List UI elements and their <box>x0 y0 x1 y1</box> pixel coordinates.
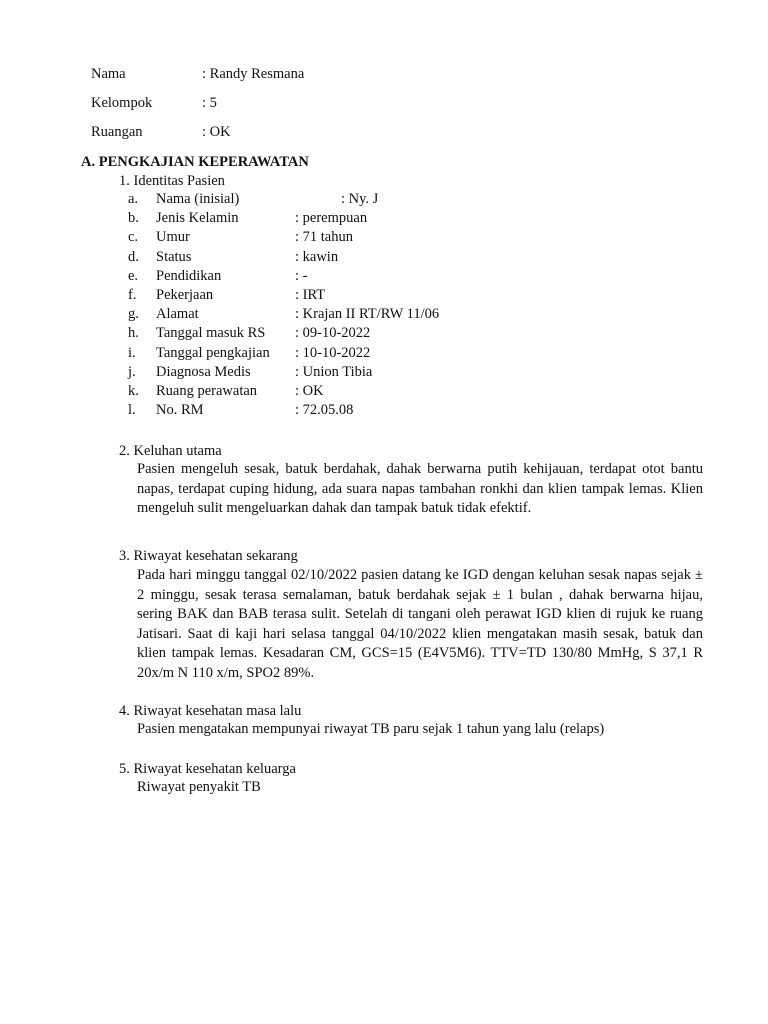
list-item <box>128 190 488 209</box>
field-label: Ruang perawatan <box>156 382 258 399</box>
field-label: Status <box>156 248 192 265</box>
field-value: : Union Tibia <box>295 363 373 380</box>
section-title: A. PENGKAJIAN KEPERAWATAN <box>81 154 309 170</box>
field-label: Pekerjaan <box>156 286 214 303</box>
list-marker: k. <box>128 382 139 399</box>
list-item <box>128 209 488 228</box>
field-label: Diagnosa Medis <box>156 363 251 380</box>
field-value: : - <box>295 267 308 284</box>
list-marker: b. <box>128 210 139 227</box>
list-item <box>128 267 488 286</box>
identitas-heading: 1. Identitas Pasien <box>119 173 225 189</box>
list-marker: i. <box>128 344 136 361</box>
field-label: Alamat <box>156 306 199 323</box>
header-nama-label: Nama <box>91 66 126 82</box>
list-marker: j. <box>128 363 136 380</box>
riwayat-sekarang-heading: 3. Riwayat kesehatan sekarang <box>119 548 298 564</box>
list-item <box>128 363 488 382</box>
field-value: : 09-10-2022 <box>295 325 371 342</box>
list-item <box>128 248 488 267</box>
field-value: : kawin <box>295 248 339 265</box>
riwayat-sekarang-paragraph: Pada hari minggu tanggal 02/10/2022 pasien datang ke IGD dengan keluhan sesak napas sejak ± 2 minggu, sesak terasa semalaman, batuk berdahak sejak ± 1 bulan , dahak berwarna hijau, sering BAK dan BAB terasa sulit. Setelah di tangani oleh perawat IGD klien di rujuk ke ruang Jatisari. Saat di kaji hari selasa tanggal 04/10/2022 klien mengatakan masih sesak, batuk dan klien tampak lemas. Kesadaran CM, GCS=15 (E4V5M6). TTV=TD 130/80 MmHg, S 37,1 R 20x/m N 110 x/m, SPO2 89%. <box>137 567 703 681</box>
list-marker: h. <box>128 325 139 342</box>
riwayat-keluarga-paragraph: Riwayat penyakit TB <box>137 779 261 795</box>
riwayat-lalu-paragraph: Pasien mengatakan mempunyai riwayat TB paru sejak 1 tahun yang lalu (relaps) <box>137 721 605 737</box>
field-label: Nama (inisial) <box>156 191 240 207</box>
header-ruangan-label: Ruangan <box>91 124 143 140</box>
list-marker: a. <box>128 191 139 207</box>
field-value: : 72.05.08 <box>295 402 354 419</box>
list-marker: l. <box>128 402 136 419</box>
field-label: Jenis Kelamin <box>156 210 239 227</box>
header-kelompok-label: Kelompok <box>91 95 153 111</box>
list-marker: d. <box>128 248 139 265</box>
field-value: : perempuan <box>295 210 368 227</box>
list-item <box>128 401 488 420</box>
list-marker: f. <box>128 286 137 303</box>
list-item <box>128 324 488 343</box>
list-item <box>128 344 488 363</box>
riwayat-lalu-heading: 4. Riwayat kesehatan masa lalu <box>119 703 302 719</box>
field-label: No. RM <box>156 402 204 419</box>
list-item <box>128 382 488 401</box>
field-value: : Krajan II RT/RW 11/06 <box>295 306 440 323</box>
field-label: Pendidikan <box>156 267 222 284</box>
list-marker: g. <box>128 306 139 323</box>
list-item <box>128 286 488 305</box>
list-marker: c. <box>128 229 139 246</box>
list-item <box>128 228 488 247</box>
header-kelompok-value: : 5 <box>202 95 217 111</box>
field-value: : OK <box>295 382 324 399</box>
field-value: : IRT <box>295 286 326 303</box>
field-label: Tanggal pengkajian <box>156 344 270 361</box>
keluhan-heading: 2. Keluhan utama <box>119 443 222 459</box>
keluhan-paragraph: Pasien mengeluh sesak, batuk berdahak, dahak berwarna putih kehijauan, terdapat otot bantu napas, terdapat cuping hidung, ada suara napas tambahan ronkhi dan klien tampak lemas. Klien mengeluh sulit mengeluarkan dahak dan tampak batuk tidak efektif. <box>137 461 703 516</box>
field-label: Umur <box>156 229 190 246</box>
field-value: : 10-10-2022 <box>295 344 371 361</box>
list-marker: e. <box>128 267 139 284</box>
field-value: : Ny. J <box>341 191 379 207</box>
riwayat-keluarga-heading: 5. Riwayat kesehatan keluarga <box>119 761 296 777</box>
field-value: : 71 tahun <box>295 229 353 246</box>
identitas-list <box>128 190 488 420</box>
field-label: Tanggal masuk RS <box>156 325 266 342</box>
header-ruangan-value: : OK <box>202 124 231 140</box>
header-nama-value: : Randy Resmana <box>202 66 305 82</box>
list-item <box>128 305 488 324</box>
